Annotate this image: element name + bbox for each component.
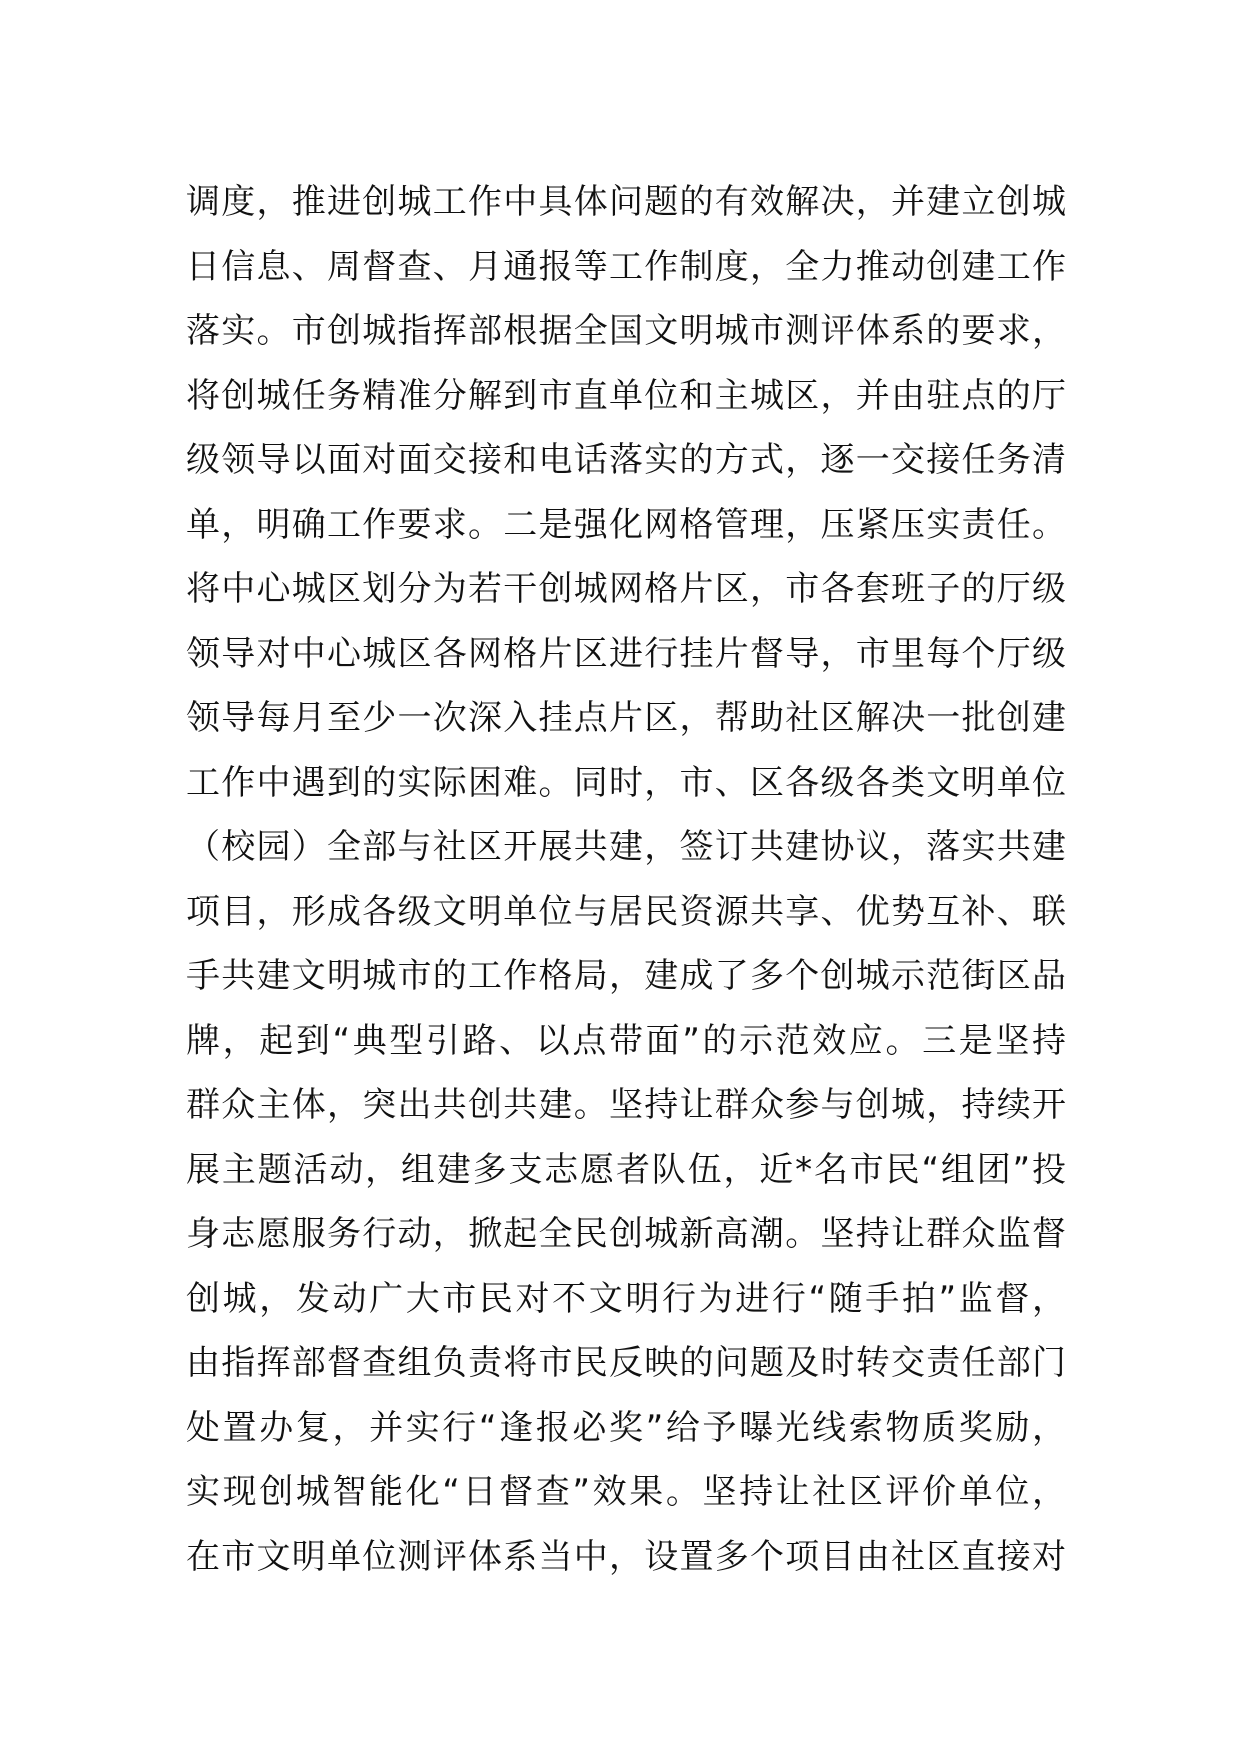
text-line: 项目，形成各级文明单位与居民资源共享、优势互补、联 bbox=[186, 891, 1066, 932]
text-line: 日信息、周督查、月通报等工作制度，全力推动创建工作 bbox=[186, 246, 1066, 287]
text-line: 领导对中心城区各网格片区进行挂片督导，市里每个厅级 bbox=[186, 633, 1066, 674]
text-line: 在市文明单位测评体系当中，设置多个项目由社区直接对 bbox=[186, 1536, 1066, 1577]
text-line: 牌，起到“典型引路、以点带面”的示范效应。三是坚持 bbox=[186, 1020, 1066, 1061]
text-line: 级领导以面对面交接和电话落实的方式，逐一交接任务清 bbox=[186, 440, 1066, 480]
text-line: 群众主体，突出共创共建。坚持让群众参与创城，持续开 bbox=[186, 1085, 1066, 1125]
text-line: 调度，推进创城工作中具体问题的有效解决，并建立创城 bbox=[186, 182, 1066, 222]
text-line: 将中心城区划分为若干创城网格片区，市各套班子的厅级 bbox=[186, 569, 1066, 609]
text-line: 展主题活动，组建多支志愿者队伍，近*名市民“组团”投 bbox=[186, 1149, 1066, 1190]
text-line: 创城，发动广大市民对不文明行为进行“随手拍”监督， bbox=[186, 1278, 1066, 1319]
text-line: 由指挥部督查组负责将市民反映的问题及时转交责任部门 bbox=[186, 1343, 1066, 1383]
text-line: 实现创城智能化“日督查”效果。坚持让社区评价单位， bbox=[186, 1472, 1066, 1512]
text-line: （校园）全部与社区开展共建，签订共建协议，落实共建 bbox=[186, 827, 1066, 867]
body-paragraph bbox=[186, 170, 1066, 1589]
text-line: 处置办复，并实行“逢报必奖”给予曝光线索物质奖励， bbox=[186, 1407, 1066, 1448]
text-line: 将创城任务精准分解到市直单位和主城区，并由驻点的厅 bbox=[186, 375, 1066, 416]
text-line: 身志愿服务行动，掀起全民创城新高潮。坚持让群众监督 bbox=[186, 1214, 1066, 1254]
text-line: 领导每月至少一次深入挂点片区，帮助社区解决一批创建 bbox=[186, 698, 1066, 738]
text-line: 手共建文明城市的工作格局，建成了多个创城示范街区品 bbox=[186, 956, 1066, 996]
text-line: 工作中遇到的实际困难。同时，市、区各级各类文明单位 bbox=[186, 762, 1066, 803]
text-line: 单，明确工作要求。二是强化网格管理，压紧压实责任。 bbox=[186, 504, 1066, 545]
text-line: 落实。市创城指挥部根据全国文明城市测评体系的要求， bbox=[186, 311, 1066, 351]
